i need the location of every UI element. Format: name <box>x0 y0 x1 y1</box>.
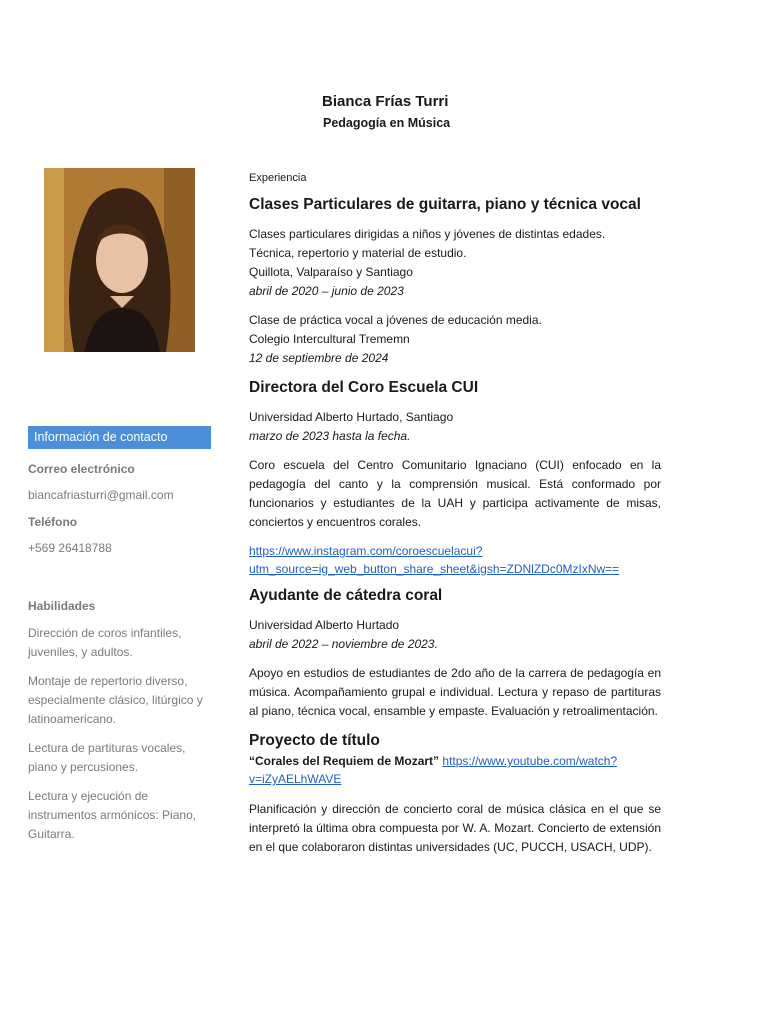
project-description: Planificación y dirección de concierto coral de música clásica en el que se interpretó la última obra compuesta por W. A. Mozart. Concierto de extensión en el que colaboraron distintas universidades (UC, PUCCH, USACH, UDP). <box>249 802 661 854</box>
job-place: Universidad Alberto Hurtado, Santiago <box>249 410 454 424</box>
sidebar <box>28 426 211 844</box>
portrait-image <box>44 168 195 352</box>
skills-label: Habilidades <box>28 599 96 613</box>
phone-label: Teléfono <box>28 515 78 529</box>
skill-item: Lectura de partituras vocales, piano y percusiones. <box>28 741 186 774</box>
skill-item: Dirección de coros infantiles, juveniles, y adultos. <box>28 626 182 659</box>
job-dates: 12 de septiembre de 2024 <box>249 351 389 365</box>
job-description: Clases particulares dirigidas a niños y jóvenes de distintas edades. <box>249 227 606 241</box>
skill-item: Lectura y ejecución de instrumentos armónicos: Piano, Guitarra. <box>28 789 197 841</box>
contact-section-header: Información de contacto <box>28 426 211 449</box>
main-content <box>249 172 661 857</box>
profile-photo <box>44 168 195 352</box>
phone-value: +569 26418788 <box>28 541 112 555</box>
project-work <box>249 752 661 788</box>
skill-item: Montaje de repertorio diverso, especialmente clásico, litúrgico y latinoamericano. <box>28 674 203 726</box>
job-description: Técnica, repertorio y material de estudio. <box>249 246 467 260</box>
job-title: Clases Particulares de guitarra, piano y técnica vocal <box>249 196 641 213</box>
youtube-link[interactable]: https://www.youtube.com/watch? v=iZyAELhWAVE <box>249 754 618 786</box>
job-place: Quillota, Valparaíso y Santiago <box>249 265 413 279</box>
project-work-name: “Corales del Requiem de Mozart” <box>249 754 440 768</box>
job-dates: marzo de 2023 hasta la fecha. <box>249 429 411 443</box>
job-place: Universidad Alberto Hurtado <box>249 618 400 632</box>
email-value: biancafriasturri@gmail.com <box>28 488 174 502</box>
project-title: Proyecto de título <box>249 732 380 749</box>
job-title: Ayudante de cátedra coral <box>249 587 443 604</box>
email-label: Correo electrónico <box>28 462 135 476</box>
experience-label: Experiencia <box>249 172 307 184</box>
instagram-link[interactable]: https://www.instagram.com/coroescuelacui? utm_source=ig_web_button_share_sheet&igsh=ZDNlZDc0MzIxNw== <box>249 544 620 576</box>
job-place: Colegio Intercultural Trememn <box>249 332 410 346</box>
job-dates: abril de 2022 – noviembre de 2023. <box>249 637 438 651</box>
job-title: Directora del Coro Escuela CUI <box>249 379 479 396</box>
person-name: Bianca Frías Turri <box>322 93 449 110</box>
person-role: Pedagogía en Música <box>323 116 451 130</box>
job-description: Clase de práctica vocal a jóvenes de educación media. <box>249 313 542 327</box>
job-dates: abril de 2020 – junio de 2023 <box>249 284 404 298</box>
job-description: Coro escuela del Centro Comunitario Ignaciano (CUI) enfocado en la pedagogía del canto y la comprensión musical. Está conformado por funcionarios y estudiantes de la UAH y participa activamente de misas, conciertos y encuentros corales. <box>249 458 661 529</box>
job-description: Apoyo en estudios de estudiantes de 2do año de la carrera de pedagogía en música. Acompañamiento grupal e individual. Lectura y repaso de partituras al piano, técnica vocal, ensamble y empaste. Evaluación y retroalimentación. <box>249 666 661 718</box>
